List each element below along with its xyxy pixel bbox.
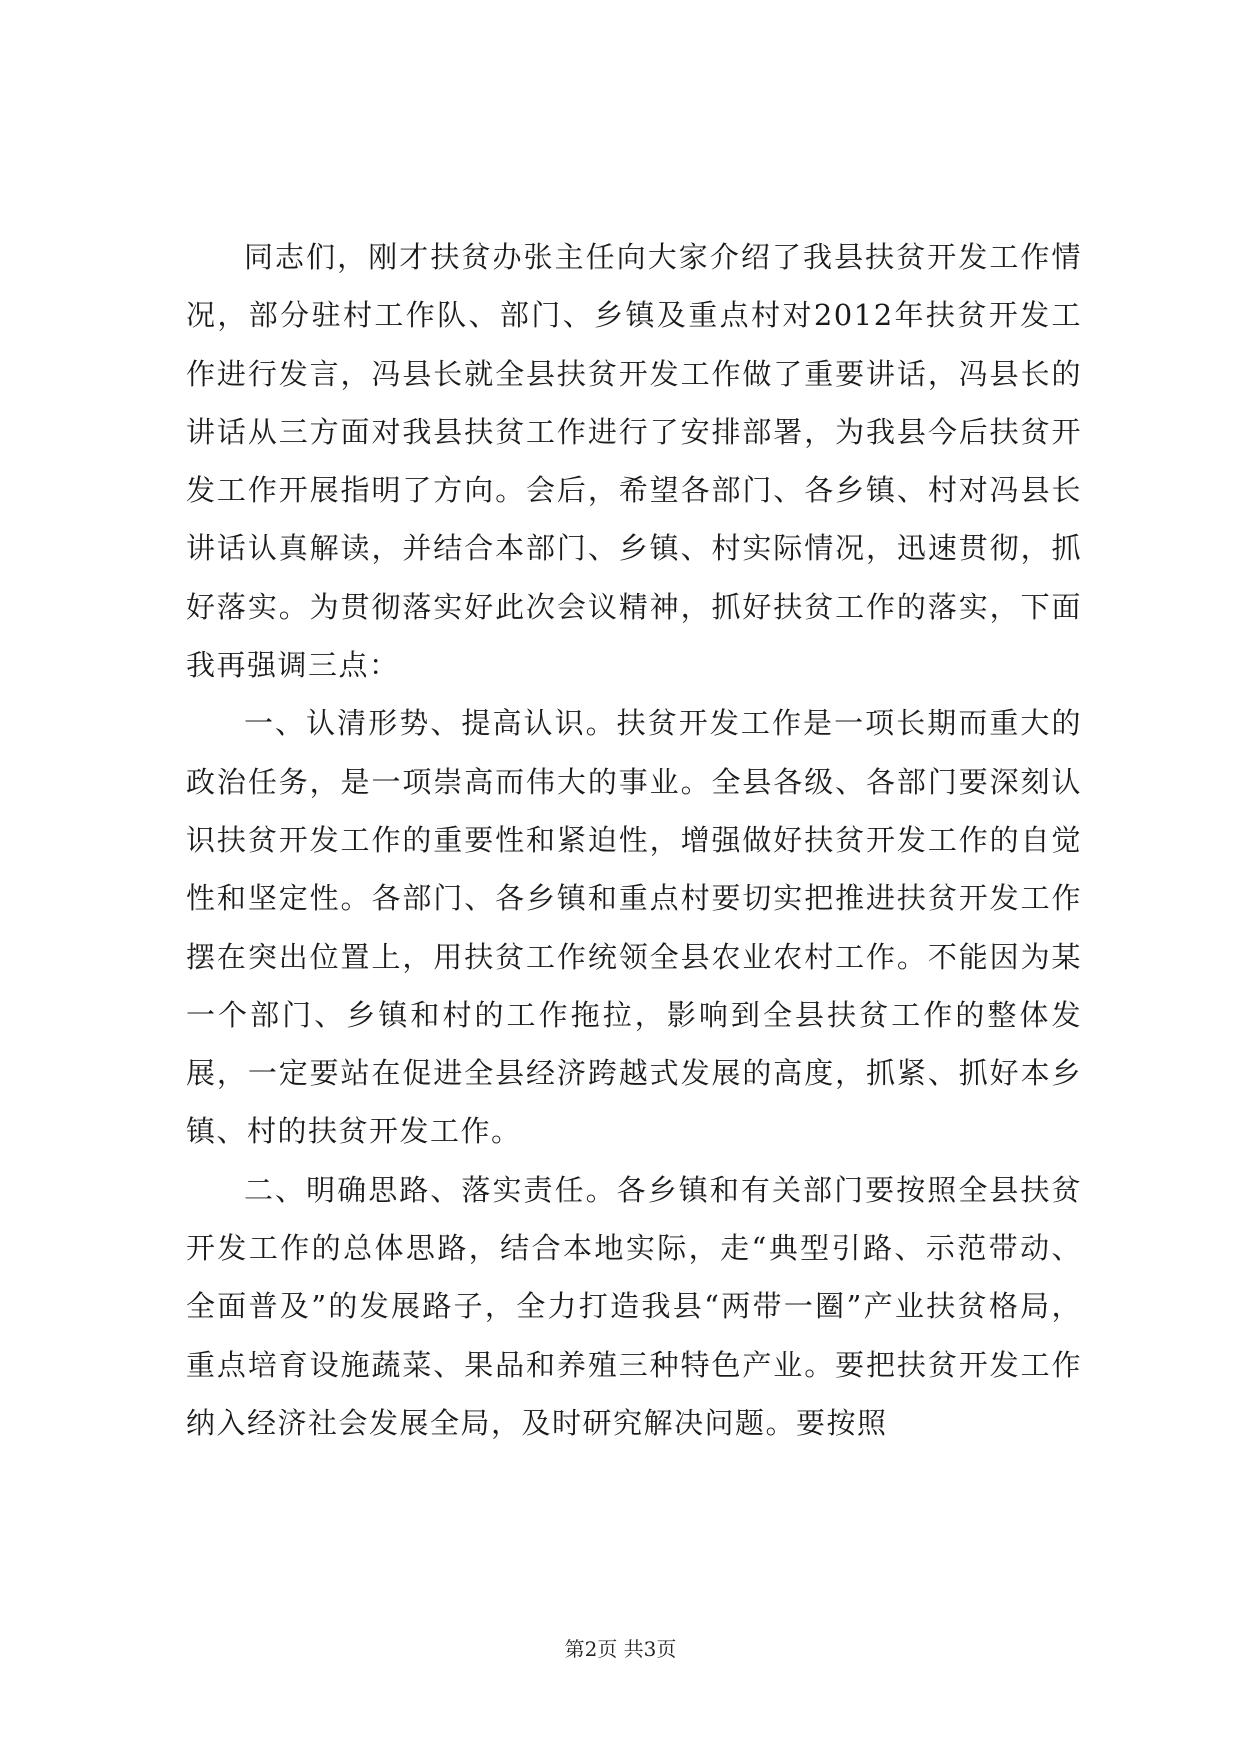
paragraph-intro: 同志们，刚才扶贫办张主任向大家介绍了我县扶贫开发工作情况，部分驻村工作队、部门、乡镇及重点村对2012年扶贫开发工作进行发言，冯县长就全县扶贫开发工作做了重要讲话，冯县长的讲话从三方面对我县扶贫工作进行了安排部署，为我县今后扶贫开发工作开展指明了方向。会后，希望各部门、各乡镇、村对冯县长讲话认真解读，并结合本部门、乡镇、村实际情况，迅速贯彻，抓好落实。为贯彻落实好此次会议精神，抓好扶贫工作的落实，下面我再强调三点： xyxy=(186,240,1082,683)
document-body xyxy=(186,228,1082,1452)
paragraph-point-two: 二、明确思路、落实责任。各乡镇和有关部门要按照全县扶贫开发工作的总体思路，结合本地实际，走“典型引路、示范带动、全面普及”的发展路子，全力打造我县“两带一圈”产业扶贫格局，重点培育设施蔬菜、果品和养殖三种特色产业。要把扶贫开发工作纳入经济社会发展全局，及时研究解决问题。要按照 xyxy=(186,1172,1082,1440)
paragraph-point-one: 一、认清形势、提高认识。扶贫开发工作是一项长期而重大的政治任务，是一项崇高而伟大的事业。全县各级、各部门要深刻认识扶贫开发工作的重要性和紧迫性，增强做好扶贫开发工作的自觉性和坚定性。各部门、各乡镇和重点村要切实把推进扶贫开发工作摆在突出位置上，用扶贫工作统领全县农业农村工作。不能因为某一个部门、乡镇和村的工作拖拉，影响到全县扶贫工作的整体发展，一定要站在促进全县经济跨越式发展的高度，抓紧、抓好本乡镇、村的扶贫开发工作。 xyxy=(186,706,1082,1149)
page-number-footer: 第2页 共3页 xyxy=(564,1637,677,1661)
